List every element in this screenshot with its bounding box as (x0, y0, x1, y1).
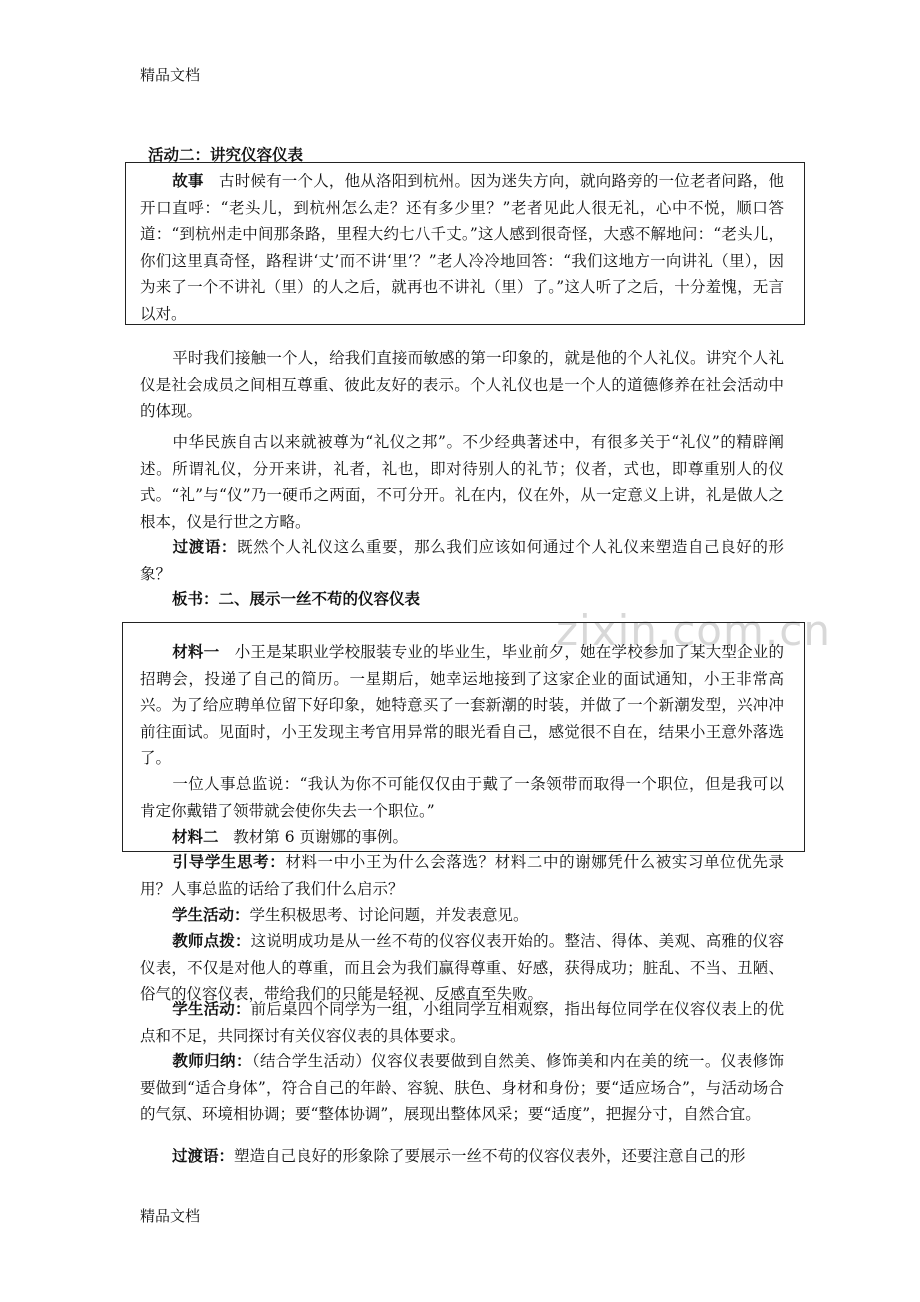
material-2 (140, 824, 784, 851)
transition-2 (140, 1143, 784, 1170)
material-1-quote (140, 771, 784, 824)
transition-1-label: 过渡语： (172, 537, 238, 556)
watermark: zixin.com.cn (556, 606, 831, 655)
page-header: 精品文档 (140, 66, 201, 84)
guide-question (140, 849, 784, 902)
material-1-quote-text: 一位人事总监说：“我认为你不可能仅仅由于戴了一条领带而取得一个职位，但是我可以肯定你戴错了领带就会使你失去一个职位。” (140, 775, 784, 820)
transition-1-text: 既然个人礼仪这么重要，那么我们应该如何通过个人礼仪来塑造自己良好的形象？ (140, 538, 784, 583)
story-paragraph (140, 168, 784, 328)
materials-box (122, 622, 805, 852)
material-1 (140, 639, 784, 772)
paragraph-1-text: 平时我们接触一个人，给我们直接而敏感的第一印象的，就是他的个人礼仪。讲究个人礼仪是社会成员之间相互尊重、彼此友好的表示。个人礼仪也是一个人的道德修养在社会活动中的体现。 (140, 349, 784, 421)
section-title-text: 活动二：讲究仪容仪表 (148, 145, 304, 164)
transition-2-text: 塑造自己良好的形象除了要展示一丝不苟的仪容仪表外，还要注意自己的形 (234, 1147, 746, 1165)
material-1-label: 材料一 (172, 642, 220, 661)
activity-1-label: 学生活动： (172, 905, 250, 924)
paragraph-2 (140, 429, 784, 535)
teacher-tip-text: 这说明成功是从一丝不苟的仪容仪表开始的。整洁、得体、美观、高雅的仪容仪表，不仅是对他人的尊重，而且会为我们赢得尊重、好感，获得成功；脏乱、不当、丑陋、俗气的仪容仪表，带给我们的只能是轻视、反感直至失败。 (140, 932, 784, 1004)
activity-2-label: 学生活动： (172, 999, 251, 1018)
story-text: 古时候有一个人，他从洛阳到杭州。因为迷失方向，就向路旁的一位老者问路，他开口直呼：“老头儿，到杭州怎么走？还有多少里？”老者见此人很无礼，心中不悦，顺口答道：“到杭州走中间那条路，里程大约七八千丈。”这人感到很奇怪，大惑不解地问：“老头儿，你们这里真奇怪，路程讲‘丈’而不讲‘里’？”老人冷冷地回答：“我们这地方一向讲礼（里），因为来了一个不讲礼（里）的人之后，就再也不讲礼（里）了。”这人听了之后，十分羞愧，无言以对。 (140, 172, 784, 323)
material-2-label: 材料二 (172, 827, 219, 846)
activity-2-text: 前后桌四个同学为一组，小组同学互相观察，指出每位同学在仪容仪表上的优点和不足，共同探讨有关仪容仪表的具体要求。 (140, 1000, 784, 1045)
material-1-text: 小王是某职业学校服装专业的毕业生，毕业前夕，她在学校参加了某大型企业的招聘会，投递了自己的简历。一星期后，她幸运地接到了这家企业的面试通知，小王非常高兴。为了给应聘单位留下好印象，她特意买了一套新潮的时装，并做了一个新潮发型，兴冲冲前往面试。见面时，小王发现主考官用异常的眼光看自己，感觉很不自在，结果小王意外落选了。 (140, 643, 784, 768)
guide-label: 引导学生思考： (172, 852, 286, 871)
paragraph-1 (140, 345, 784, 425)
student-activity-2 (140, 996, 784, 1049)
guide-text: 材料一中小王为什么会落选？材料二中的谢娜凭什么被实习单位优先录用？人事总监的话给了我们什么启示？ (140, 853, 784, 898)
teacher-tip-label: 教师点拨： (172, 931, 251, 950)
teacher-summary (140, 1048, 784, 1128)
story-box (125, 162, 805, 325)
activity-1-text: 学生积极思考、讨论问题，并发表意见。 (249, 906, 529, 924)
page-footer: 精品文档 (140, 1207, 201, 1225)
board-text: 板书：二、展示一丝不苟的仪容仪表 (172, 589, 421, 608)
teacher-summary-label: 教师归纳： (172, 1051, 252, 1070)
transition-2-label: 过渡语： (172, 1146, 235, 1165)
paragraph-2-text: 中华民族自古以来就被尊为“礼仪之邦”。不少经典著述中，有很多关于“礼仪”的精辟阐述。所谓礼仪，分开来讲，礼者，礼也，即对待别人的礼节；仪者，式也，即尊重别人的仪式。“礼”与“仪”乃一硬币之两面，不可分开。礼在内，仪在外，从一定意义上讲，礼是做人之根本，仪是行世之方略。 (140, 433, 784, 531)
student-activity-1 (140, 902, 784, 929)
teacher-summary-text: （结合学生活动）仪容仪表要做到自然美、修饰美和内在美的统一。仪表修饰要做到“适合身体”，符合自己的年龄、容貌、肤色、身材和身份；要“适应场合”，与活动场合的气氛、环境相协调；要“整体协调”，展现出整体风采；要“适度”，把握分寸，自然合宜。 (140, 1052, 784, 1124)
material-2-text: 教材第 6 页谢娜的事例。 (233, 828, 409, 846)
transition-1 (140, 534, 784, 587)
story-label: 故事 (172, 171, 204, 190)
